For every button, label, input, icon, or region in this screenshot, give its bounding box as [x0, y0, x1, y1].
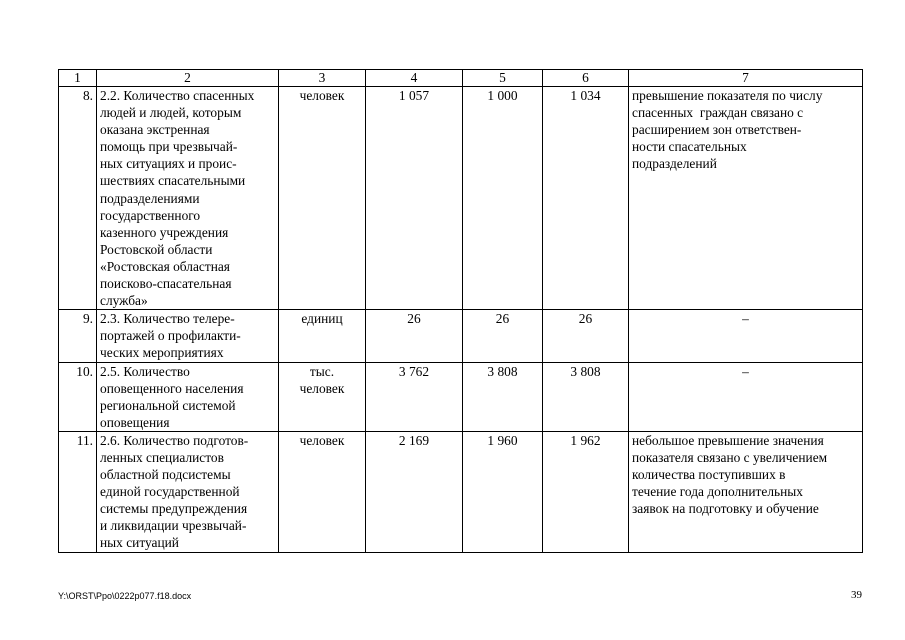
value-cell: 1 057	[366, 87, 463, 310]
row-number: 9.	[59, 310, 97, 362]
value-cell: 3 808	[463, 362, 543, 431]
value-cell: 1 962	[543, 431, 629, 552]
value-cell: 26	[366, 310, 463, 362]
indicator-name: 2.6. Количество подготов- ленных специалистов областной подсистемы единой государственной системы предупреждения и ликвидации чрезвычай- ных ситуаций	[97, 431, 279, 552]
unit-cell: единиц	[279, 310, 366, 362]
indicator-name: 2.5. Количество оповещенного населения региональной системой оповещения	[97, 362, 279, 431]
column-header: 3	[279, 70, 366, 87]
page-number: 39	[851, 589, 862, 601]
value-cell: 26	[463, 310, 543, 362]
file-path: Y:\ORST\Ppo\0222p077.f18.docx	[58, 591, 192, 601]
row-number: 11.	[59, 431, 97, 552]
column-header: 6	[543, 70, 629, 87]
value-cell: 1 034	[543, 87, 629, 310]
value-cell: 3 808	[543, 362, 629, 431]
column-header: 4	[366, 70, 463, 87]
column-header: 2	[97, 70, 279, 87]
unit-cell: человек	[279, 87, 366, 310]
value-cell: 1 000	[463, 87, 543, 310]
note-cell: небольшое превышение значения показателя связано с увеличением количества поступивших в течение года дополнительных заявок на подготовку и обучение	[629, 431, 863, 552]
value-cell: 1 960	[463, 431, 543, 552]
unit-cell: тыс. человек	[279, 362, 366, 431]
table-row	[59, 431, 863, 552]
table-row	[59, 87, 863, 310]
value-cell: 3 762	[366, 362, 463, 431]
table-header-row	[59, 70, 863, 87]
table-row	[59, 310, 863, 362]
unit-cell: человек	[279, 431, 366, 552]
column-header: 7	[629, 70, 863, 87]
column-header: 1	[59, 70, 97, 87]
note-cell: –	[629, 310, 863, 362]
row-number: 8.	[59, 87, 97, 310]
indicator-name: 2.2. Количество спасенных людей и людей, которым оказана экстренная помощь при чрезвычай- ных ситуациях и проис- шествиях спасательными подразделениями государственного казенного учреждения Ростовской области «Ростовская областная поисково-спасательная служба»	[97, 87, 279, 310]
row-number: 10.	[59, 362, 97, 431]
note-cell: –	[629, 362, 863, 431]
note-cell: превышение показателя по числу спасенных граждан связано с расширением зон ответствен- ности спасательных подразделений	[629, 87, 863, 310]
table-row	[59, 362, 863, 431]
value-cell: 26	[543, 310, 629, 362]
column-header: 5	[463, 70, 543, 87]
value-cell: 2 169	[366, 431, 463, 552]
report-table	[58, 69, 863, 553]
indicator-name: 2.3. Количество телере- портажей о профилакти- ческих мероприятиях	[97, 310, 279, 362]
